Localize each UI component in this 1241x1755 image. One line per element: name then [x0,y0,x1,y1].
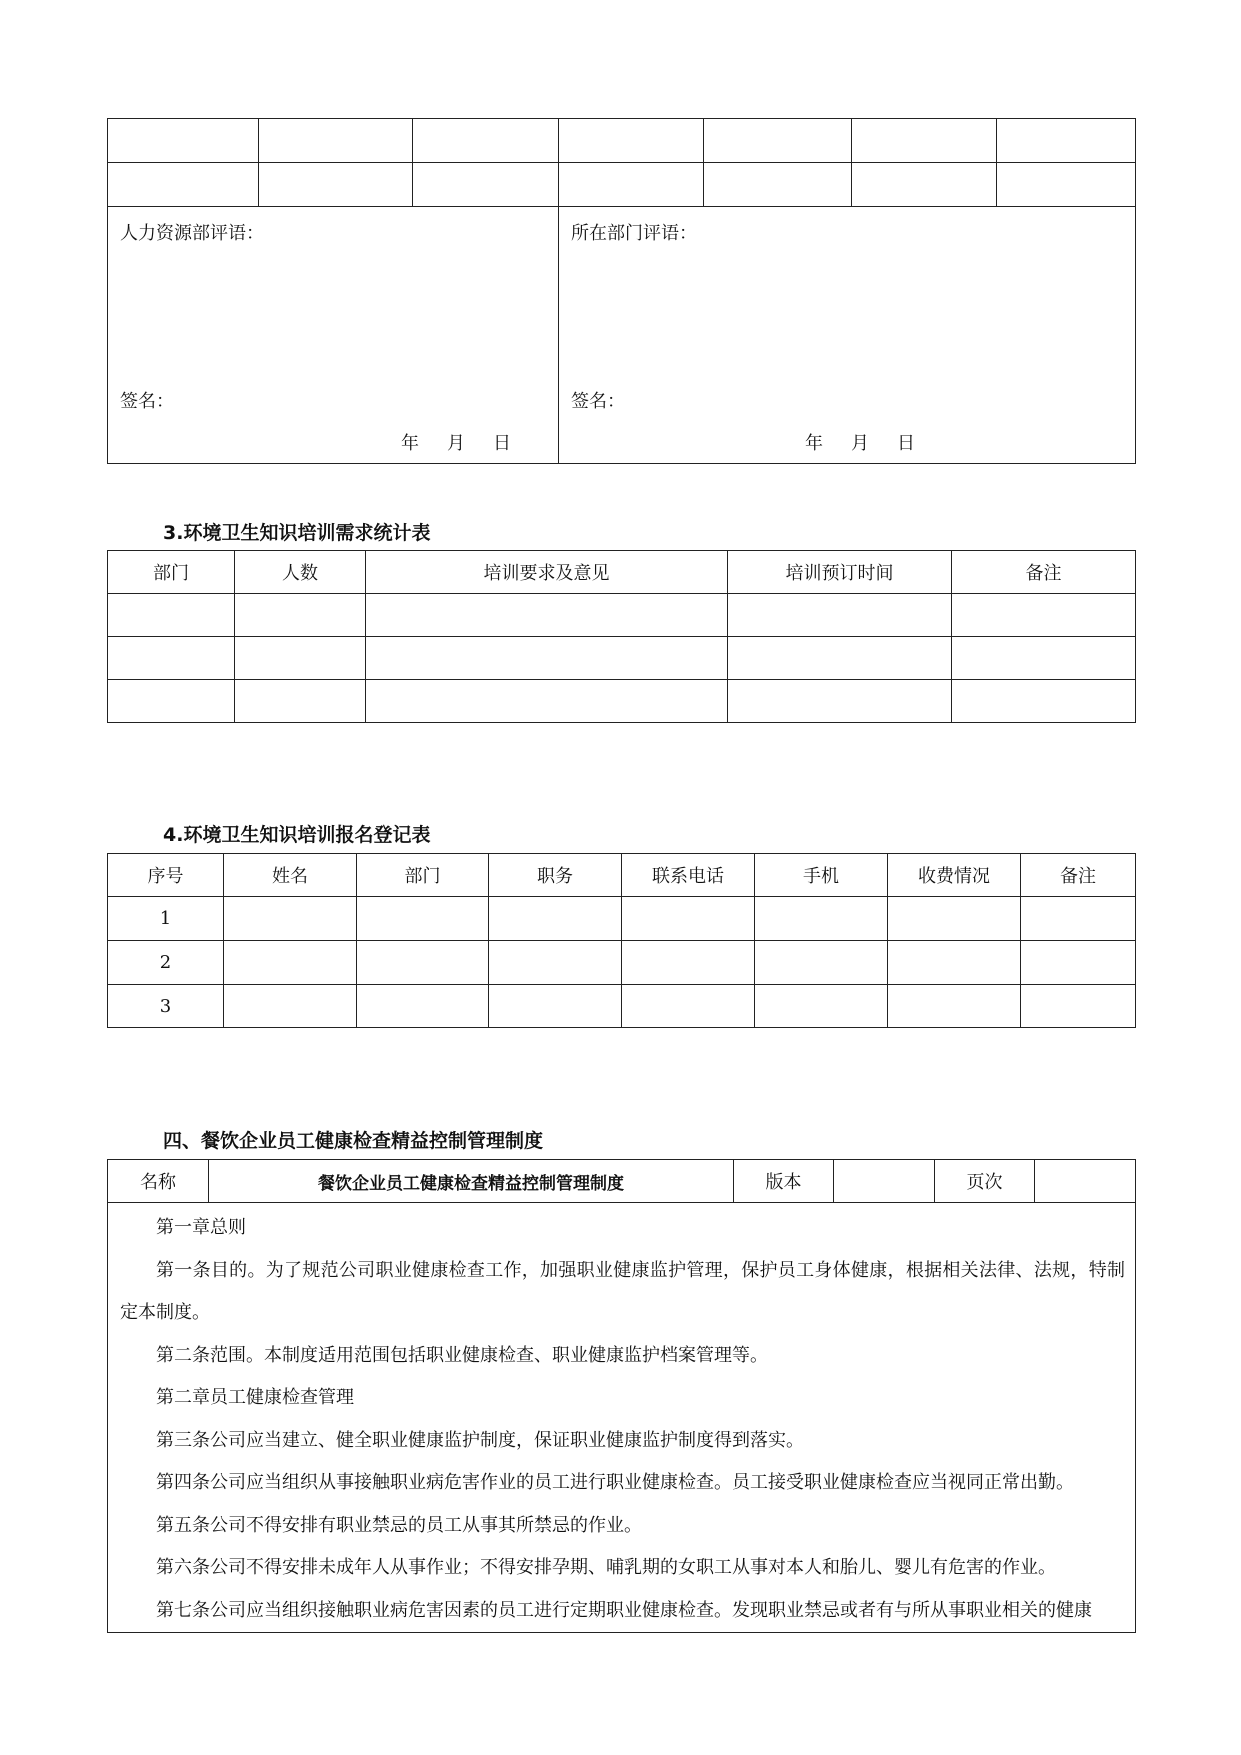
table-cell[interactable] [489,897,622,941]
header-count: 人数 [235,551,366,594]
table-header-row [108,854,1136,897]
article-paragraph: 第五条公司不得安排有职业禁忌的员工从事其所禁忌的作业。 [156,1514,642,1536]
hr-date-line [401,429,511,455]
table-cell[interactable] [622,897,755,941]
header-phone: 联系电话 [622,854,755,897]
row-number: 1 [108,897,224,941]
table-row [108,941,1136,985]
table-cell[interactable] [952,594,1136,637]
blank-cell[interactable] [704,119,852,163]
blank-cell[interactable] [559,119,704,163]
blank-cell[interactable] [997,119,1136,163]
hr-comment-label: 人力资源部评语： [120,223,264,244]
main-section-title: 四、餐饮企业员工健康检查精益控制管理制度 [163,1130,544,1152]
chapter-heading: 第二章员工健康检查管理 [156,1387,354,1408]
section4-title: 4.环境卫生知识培训报名登记表 [163,824,431,846]
policy-name: 餐饮企业员工健康检查精益控制管理制度 [209,1160,734,1203]
row-number: 3 [108,985,224,1028]
blank-cell[interactable] [108,163,259,207]
table-cell[interactable] [755,985,888,1028]
date-day: 日 [493,433,511,454]
table-cell[interactable] [224,897,357,941]
table-cell[interactable] [357,985,489,1028]
article-paragraph: 第六条公司不得安排未成年人从事作业；不得安排孕期、哺乳期的女职工从事对本人和胎儿、婴儿有危害的作业。 [156,1557,1056,1578]
table-cell[interactable] [366,637,728,680]
header-remarks: 备注 [952,551,1136,594]
table-row [108,594,1136,637]
blank-row [108,163,1136,207]
table-cell[interactable] [728,637,952,680]
table-cell[interactable] [366,680,728,723]
policy-body-row [108,1203,1136,1633]
table-cell[interactable] [357,897,489,941]
dept-signature-label: 签名： [571,391,625,412]
blank-cell[interactable] [108,119,259,163]
article-paragraph: 第二条范围。本制度适用范围包括职业健康检查、职业健康监护档案管理等。 [156,1344,768,1366]
training-needs-table [107,550,1136,723]
table-cell[interactable] [108,680,235,723]
table-cell[interactable] [224,941,357,985]
table-row [108,897,1136,941]
table-cell[interactable] [489,985,622,1028]
evaluation-form-table [107,118,1136,464]
table-cell[interactable] [489,941,622,985]
chapter-heading: 第一章总则 [156,1217,246,1238]
section3-title: 3.环境卫生知识培训需求统计表 [163,522,431,544]
article-paragraph: 第一条目的。为了规范公司职业健康检查工作，加强职业健康监护管理，保护员工身体健康，根据相关法律、法规，特制定本制度。 [120,1259,1125,1323]
header-schedule: 培训预订时间 [728,551,952,594]
dept-date-line [805,429,915,455]
row-number: 2 [108,941,224,985]
blank-cell[interactable] [259,119,413,163]
header-dept: 部门 [357,854,489,897]
header-requirements: 培训要求及意见 [366,551,728,594]
table-row [108,985,1136,1028]
header-mobile: 手机 [755,854,888,897]
header-name: 姓名 [224,854,357,897]
table-cell[interactable] [952,680,1136,723]
name-label: 名称 [108,1160,209,1203]
table-cell[interactable] [888,897,1021,941]
policy-header-row [108,1160,1136,1203]
header-dept: 部门 [108,551,235,594]
blank-cell[interactable] [704,163,852,207]
table-cell[interactable] [366,594,728,637]
hr-signature-label: 签名： [120,391,174,412]
article-paragraph: 第三条公司应当建立、健全职业健康监护制度，保证职业健康监护制度得到落实。 [156,1429,804,1451]
table-cell[interactable] [235,680,366,723]
date-month: 月 [851,433,869,454]
date-year: 年 [401,433,419,454]
table-cell[interactable] [755,941,888,985]
table-cell[interactable] [108,637,235,680]
table-cell[interactable] [888,941,1021,985]
dept-comment-cell[interactable] [559,207,1136,464]
table-header-row [108,551,1136,594]
table-cell[interactable] [728,680,952,723]
table-row [108,637,1136,680]
table-cell[interactable] [1021,897,1136,941]
blank-cell[interactable] [852,163,997,207]
registration-table [107,853,1136,1028]
date-day: 日 [897,433,915,454]
version-label: 版本 [734,1160,834,1203]
policy-body [108,1203,1136,1633]
comment-row [108,207,1136,464]
date-year: 年 [805,433,823,454]
blank-cell[interactable] [413,163,559,207]
blank-cell[interactable] [997,163,1136,207]
table-cell[interactable] [622,985,755,1028]
table-cell[interactable] [888,985,1021,1028]
table-cell[interactable] [235,594,366,637]
version-value[interactable] [834,1160,935,1203]
table-cell[interactable] [952,637,1136,680]
table-cell[interactable] [1021,985,1136,1028]
table-cell[interactable] [728,594,952,637]
policy-table [107,1159,1136,1633]
date-month: 月 [447,433,465,454]
table-cell[interactable] [755,897,888,941]
table-cell[interactable] [108,594,235,637]
header-remarks: 备注 [1021,854,1136,897]
table-cell[interactable] [235,637,366,680]
hr-comment-cell[interactable] [108,207,559,464]
page-value[interactable] [1035,1160,1136,1203]
blank-cell[interactable] [559,163,704,207]
table-row [108,680,1136,723]
table-cell[interactable] [224,985,357,1028]
header-serial: 序号 [108,854,224,897]
dept-comment-label: 所在部门评语： [571,223,697,244]
article-paragraph: 第四条公司应当组织从事接触职业病危害作业的员工进行职业健康检查。员工接受职业健康检查应当视同正常出勤。 [156,1472,1074,1493]
blank-row [108,119,1136,163]
header-position: 职务 [489,854,622,897]
blank-cell[interactable] [259,163,413,207]
blank-cell[interactable] [852,119,997,163]
blank-cell[interactable] [413,119,559,163]
table-cell[interactable] [357,941,489,985]
table-cell[interactable] [1021,941,1136,985]
table-cell[interactable] [622,941,755,985]
article-paragraph: 第七条公司应当组织接触职业病危害因素的员工进行定期职业健康检查。发现职业禁忌或者有与所从事职业相关的健康 [156,1599,1092,1621]
page-label: 页次 [935,1160,1035,1203]
header-fees: 收费情况 [888,854,1021,897]
